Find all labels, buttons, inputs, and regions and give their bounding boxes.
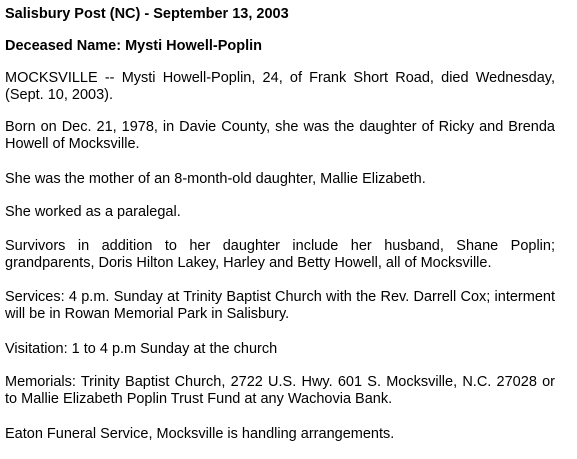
paragraph-funeral-home: Eaton Funeral Service, Mocksville is handling arrangements. <box>5 426 395 442</box>
paragraph-survivors: Survivors in addition to her daughter include her husband, Shane Poplin; grandparents, Doris Hilton Lakey, Harley and Betty Howell, all of Mocksville. <box>5 238 555 271</box>
paragraph-mother: She was the mother of an 8-month-old daughter, Mallie Elizabeth. <box>5 171 426 187</box>
source-heading: Salisbury Post (NC) - September 13, 2003 <box>5 6 289 22</box>
paragraph-occupation: She worked as a paralegal. <box>5 204 181 220</box>
paragraph-memorials: Memorials: Trinity Baptist Church, 2722 U.S. Hwy. 601 S. Mocksville, N.C. 27028 or to Mallie Elizabeth Poplin Trust Fund at any Wachovia Bank. <box>5 374 555 407</box>
paragraph-death-notice: MOCKSVILLE -- Mysti Howell-Poplin, 24, of Frank Short Road, died Wednesday, (Sept. 10, 2003). <box>5 70 555 103</box>
paragraph-visitation: Visitation: 1 to 4 p.m Sunday at the church <box>5 341 278 357</box>
paragraph-birth: Born on Dec. 21, 1978, in Davie County, she was the daughter of Ricky and Brenda Howell of Mocksville. <box>5 119 555 152</box>
deceased-name-heading: Deceased Name: Mysti Howell-Poplin <box>5 38 263 54</box>
paragraph-services: Services: 4 p.m. Sunday at Trinity Baptist Church with the Rev. Darrell Cox; interment will be in Rowan Memorial Park in Salisbury. <box>5 289 555 322</box>
